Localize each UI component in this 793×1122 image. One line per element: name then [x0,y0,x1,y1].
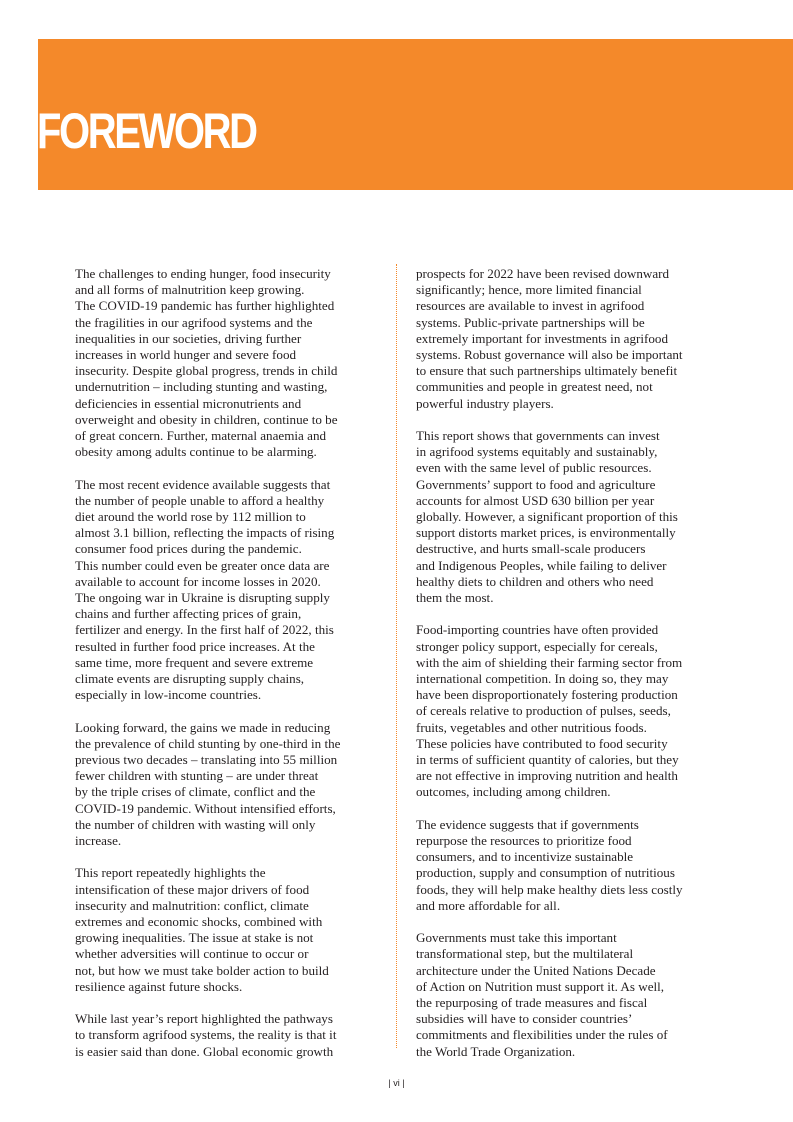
text-line: the prevalence of child stunting by one-third in the [75,735,341,751]
text-line: chains and further affecting prices of grain, [75,606,302,622]
text-line: and Indigenous Peoples, while failing to deliver [416,557,667,573]
text-line: systems. Public-private partnerships will be [416,314,645,330]
text-line: support distorts market prices, is environmentally [416,525,676,541]
text-line: prospects for 2022 have been revised downward [416,266,670,281]
text-line: not, but how we must take bolder action to build [75,962,329,978]
text-line: of cereals relative to production of pulses, seeds, [416,703,671,719]
text-line: whether adversities will continue to occur or [75,946,309,962]
text-line: insecurity and malnutrition: conflict, climate [75,897,309,913]
text-line: inequalities in our societies, driving further [75,330,302,346]
text-line: consumer food prices during the pandemic. [75,541,302,557]
page-number: | vi | [388,1078,405,1088]
text-line: by the triple crises of climate, conflict and the [75,784,316,800]
text-line: have been disproportionately fostering production [416,687,678,703]
paragraph [416,817,726,914]
text-line: the repurposing of trade measures and fiscal [416,995,648,1011]
text-line: subsidies will have to consider countries’ [416,1011,633,1027]
text-line: almost 3.1 billion, reflecting the impacts of rising [75,525,335,541]
text-line: deficiencies in essential micronutrients and [75,395,302,411]
text-line: architecture under the United Nations Decade [416,962,656,978]
text-line: The evidence suggests that if governments [416,816,639,832]
text-line: in terms of sufficient quantity of calories, but they [416,752,679,768]
text-line: While last year’s report highlighted the pathways [75,1011,333,1027]
text-line: These policies have contributed to food security [416,735,668,751]
text-line: intensification of these major drivers of food [75,881,310,897]
text-line: the fragilities in our agrifood systems and the [75,314,313,330]
text-line: of great concern. Further, maternal anaemia and [75,428,327,444]
text-line: fertilizer and energy. In the first half of 2022, this [75,622,334,638]
text-line: destructive, and hurts small-scale producers [416,541,646,557]
text-line: The most recent evidence available suggests that [75,476,331,492]
text-line: especially in low-income countries. [75,687,262,703]
text-line: Food-importing countries have often provided [416,622,659,638]
text-line: same time, more frequent and severe extreme [75,654,314,670]
text-line: resulted in further food price increases. At the [75,638,315,654]
paragraph [75,266,385,460]
text-line: extremely important for investments in agrifood [416,330,668,346]
text-line: international competition. In doing so, they may [416,671,669,687]
paragraph [416,930,726,1060]
paragraph [75,865,385,995]
text-line: to ensure that such partnerships ultimately benefit [416,363,678,379]
text-line: globally. However, a significant proportion of this [416,509,678,525]
text-line: COVID-19 pandemic. Without intensified efforts, [75,800,336,816]
text-line: production, supply and consumption of nutritious [416,865,675,881]
text-line: resources are available to invest in agrifood [416,298,645,314]
text-line: stronger policy support, especially for cereals, [416,638,658,654]
text-line: foods, they will help make healthy diets less costly [416,881,683,897]
text-line: the number of children with wasting will only [75,816,316,832]
text-line: are not effective in improving nutrition and health [416,768,678,784]
text-line: systems. Robust governance will also be important [416,347,683,363]
text-line: is easier said than done. Global economic growth [75,1043,334,1059]
text-line: communities and people in greatest need, not [416,379,653,395]
text-line: This report shows that governments can invest [416,428,660,444]
text-line: increase. [75,833,122,849]
text-line: obesity among adults continue to be alarming. [75,444,317,460]
text-line: climate events are disrupting supply chains, [75,671,305,687]
text-line: growing inequalities. The issue at stake is not [75,930,314,946]
text-line: in agrifood systems equitably and sustainably, [416,444,658,460]
text-line: Governments must take this important [416,930,617,946]
paragraph [75,1011,385,1060]
text-line: transformational step, but the multilateral [416,946,634,962]
text-line: significantly; hence, more limited financial [416,282,642,298]
right-column [416,266,726,1060]
text-line: This report repeatedly highlights the [75,865,266,881]
text-line: resilience against future shocks. [75,978,243,994]
paragraph [75,720,385,850]
text-line: increases in world hunger and severe food [75,347,297,363]
text-line: and all forms of malnutrition keep growing. [75,282,305,298]
text-line: of Action on Nutrition must support it. As well, [416,978,665,994]
text-line: repurpose the resources to prioritize food [416,833,632,849]
text-line: undernutrition – including stunting and wasting, [75,379,328,395]
column-divider [396,264,397,1048]
text-line: healthy diets to children and others who need [416,573,654,589]
text-line: the number of people unable to afford a healthy [75,492,325,508]
paragraph [416,266,726,412]
text-line: the World Trade Organization. [416,1043,576,1059]
text-line: even with the same level of public resources. [416,460,652,476]
text-line: Governments’ support to food and agriculture [416,476,656,492]
text-line: extremes and economic shocks, combined with [75,914,323,930]
text-line: previous two decades – translating into 55 million [75,752,338,768]
text-line: consumers, and to incentivize sustainable [416,849,634,865]
text-line: accounts for almost USD 630 billion per year [416,492,655,508]
text-line: The ongoing war in Ukraine is disrupting supply [75,590,330,606]
page-title: FOREWORD [37,103,256,159]
text-line: commitments and flexibilities under the rules of [416,1027,668,1043]
text-line: diet around the world rose by 112 million to [75,509,306,525]
text-line: Looking forward, the gains we made in reducing [75,719,331,735]
text-line: them the most. [416,590,494,606]
text-line: The challenges to ending hunger, food insecurity [75,266,331,281]
text-line: available to account for income losses in 2020. [75,573,321,589]
text-line: outcomes, including among children. [416,784,611,800]
text-line: overweight and obesity in children, continue to be [75,411,338,427]
paragraph [75,477,385,704]
text-line: and more affordable for all. [416,897,561,913]
text-line: insecurity. Despite global progress, trends in child [75,363,338,379]
paragraph [416,428,726,606]
text-line: The COVID-19 pandemic has further highlighted [75,298,335,314]
left-column [75,266,385,1060]
paragraph [416,622,726,800]
text-line: fruits, vegetables and other nutritious foods. [416,719,647,735]
text-line: This number could even be greater once data are [75,557,330,573]
text-line: with the aim of shielding their farming sector from [416,654,683,670]
text-line: fewer children with stunting – are under threat [75,768,319,784]
text-line: to transform agrifood systems, the reality is that it [75,1027,337,1043]
text-line: powerful industry players. [416,395,554,411]
